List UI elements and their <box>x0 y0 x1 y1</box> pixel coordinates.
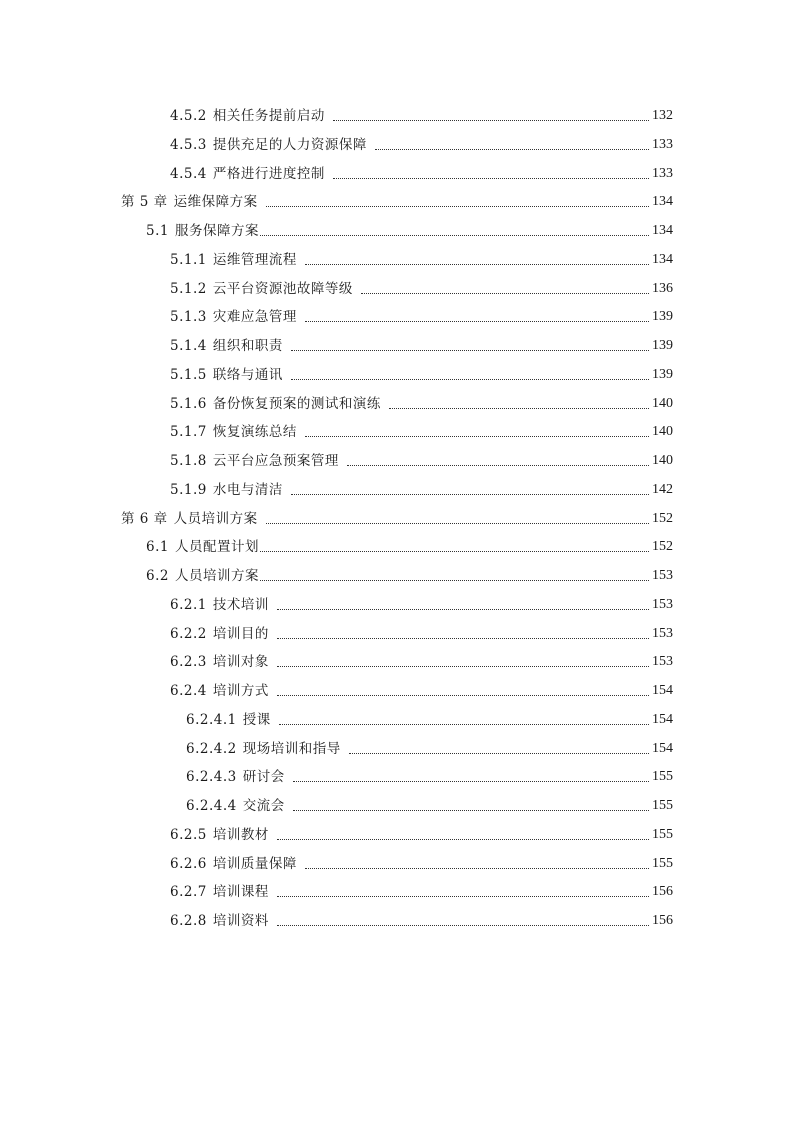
toc-entry[interactable] <box>121 509 673 529</box>
toc-entry[interactable] <box>170 336 673 356</box>
page-number: 154 <box>652 740 673 756</box>
entry-title: 备份恢复预案的测试和演练 <box>212 395 381 412</box>
entry-number: 6.2.1 <box>170 596 207 613</box>
page-number: 139 <box>652 309 673 325</box>
dot-leader <box>333 120 649 121</box>
entry-title: 人员培训方案 <box>174 568 259 584</box>
toc-entry[interactable] <box>146 537 673 557</box>
entry-number: 6.2.4 <box>170 683 207 699</box>
page-number: 153 <box>652 596 673 612</box>
page-number: 152 <box>652 539 673 555</box>
entry-title: 培训方式 <box>212 683 269 699</box>
entry-number: 4.5.2 <box>170 108 207 124</box>
entry-title: 灾难应急管理 <box>212 309 297 326</box>
entry-number: 6.2.3 <box>170 654 207 671</box>
page-number: 140 <box>652 453 673 468</box>
entry-title: 组织和职责 <box>212 338 283 354</box>
toc-entry[interactable] <box>170 279 673 299</box>
entry-title: 交流会 <box>242 798 285 814</box>
entry-title: 相关任务提前启动 <box>212 108 325 124</box>
page-number: 156 <box>652 913 673 928</box>
entry-title: 服务保障方案 <box>174 223 259 239</box>
entry-number: 6.2.6 <box>170 855 207 872</box>
toc-entry[interactable] <box>170 307 673 327</box>
dot-leader <box>347 465 649 466</box>
dot-leader <box>277 666 649 667</box>
page-number: 154 <box>652 711 673 727</box>
page-number: 134 <box>652 194 673 210</box>
toc-entry[interactable] <box>170 394 673 414</box>
dot-leader <box>389 408 649 409</box>
toc-entry[interactable] <box>170 365 673 385</box>
dot-leader <box>279 724 649 725</box>
toc-entry[interactable] <box>170 135 673 155</box>
toc-entry[interactable] <box>170 422 673 442</box>
dot-leader <box>375 149 649 150</box>
page-number: 155 <box>652 798 673 813</box>
entry-number: 6.2.4.1 <box>186 711 237 728</box>
entry-number: 5.1.6 <box>170 395 207 412</box>
dot-leader <box>266 206 649 207</box>
entry-number: 6.1 <box>146 539 169 556</box>
entry-number: 5.1.9 <box>170 481 207 498</box>
page-number: 152 <box>652 510 673 526</box>
dot-leader <box>266 523 649 524</box>
toc-entry[interactable] <box>186 796 673 816</box>
entry-number: 5.1.3 <box>170 309 207 326</box>
dot-leader <box>277 896 649 897</box>
page-number: 153 <box>652 625 673 641</box>
entry-title: 培训资料 <box>212 913 269 929</box>
entry-number: 5.1 <box>146 223 169 239</box>
toc-entry[interactable] <box>170 624 673 644</box>
toc-entry[interactable] <box>121 192 673 212</box>
entry-number: 第 5 章 <box>121 194 168 211</box>
dot-leader <box>277 695 649 696</box>
entry-title: 联络与通讯 <box>212 366 283 383</box>
toc-entry[interactable] <box>146 221 673 241</box>
entry-number: 4.5.3 <box>170 136 207 153</box>
page-number: 133 <box>652 136 673 152</box>
dot-leader <box>277 839 649 840</box>
toc-entry[interactable] <box>170 164 673 184</box>
page-number: 134 <box>652 251 673 267</box>
entry-title: 严格进行进度控制 <box>212 165 325 182</box>
entry-title: 培训课程 <box>212 884 269 901</box>
toc-entry[interactable] <box>170 882 673 902</box>
page-number: 155 <box>652 826 673 842</box>
dot-leader <box>260 551 649 552</box>
dot-leader <box>277 638 649 639</box>
toc-entry[interactable] <box>170 595 673 615</box>
dot-leader <box>305 321 649 322</box>
entry-number: 6.2.8 <box>170 913 207 929</box>
entry-title: 培训教材 <box>212 826 269 843</box>
toc-entry[interactable] <box>170 825 673 845</box>
dot-leader <box>291 494 649 495</box>
page-number: 153 <box>652 654 673 670</box>
dot-leader <box>305 868 649 869</box>
page-number: 132 <box>652 108 673 123</box>
dot-leader <box>291 350 649 351</box>
entry-number: 6.2 <box>146 568 169 584</box>
toc-entry[interactable] <box>170 911 673 931</box>
toc-entry[interactable] <box>170 451 673 471</box>
toc-entry[interactable] <box>170 480 673 500</box>
entry-number: 6.2.5 <box>170 826 207 843</box>
entry-title: 培训对象 <box>212 654 269 671</box>
page-number: 140 <box>652 395 673 411</box>
page-number: 155 <box>652 855 673 871</box>
dot-leader <box>293 781 649 782</box>
entry-title: 人员培训方案 <box>173 510 258 527</box>
entry-number: 6.2.4.4 <box>186 798 237 814</box>
entry-number: 6.2.4.2 <box>186 740 237 757</box>
page-number: 133 <box>652 165 673 181</box>
entry-title: 运维保障方案 <box>173 194 258 211</box>
toc-entry[interactable] <box>146 566 673 586</box>
entry-number: 5.1.7 <box>170 424 207 441</box>
toc-entry[interactable] <box>170 250 673 270</box>
entry-title: 水电与清洁 <box>212 481 283 498</box>
entry-title: 技术培训 <box>212 596 269 613</box>
dot-leader <box>291 379 649 380</box>
page-number: 154 <box>652 683 673 698</box>
dot-leader <box>305 264 649 265</box>
dot-leader <box>260 235 649 236</box>
page-number: 139 <box>652 338 673 353</box>
toc-entry[interactable] <box>170 681 673 701</box>
entry-title: 培训质量保障 <box>212 855 297 872</box>
toc-entry[interactable] <box>186 710 673 730</box>
entry-number: 5.1.8 <box>170 453 207 469</box>
toc-entry[interactable] <box>170 106 673 126</box>
entry-title: 人员配置计划 <box>174 539 259 556</box>
entry-title: 培训目的 <box>212 625 269 642</box>
entry-number: 4.5.4 <box>170 165 207 182</box>
toc-entry[interactable] <box>170 854 673 874</box>
page-number: 134 <box>652 223 673 238</box>
page-number: 153 <box>652 568 673 583</box>
entry-title: 云平台资源池故障等级 <box>212 280 353 297</box>
dot-leader <box>349 753 649 754</box>
toc-entry[interactable] <box>186 767 673 787</box>
entry-title: 云平台应急预案管理 <box>212 453 339 469</box>
entry-title: 授课 <box>242 711 271 728</box>
entry-number: 第 6 章 <box>121 510 168 527</box>
dot-leader <box>293 810 649 811</box>
page-number: 139 <box>652 366 673 382</box>
entry-number: 5.1.2 <box>170 280 207 297</box>
page-number: 136 <box>652 280 673 296</box>
page-number: 156 <box>652 884 673 900</box>
entry-title: 恢复演练总结 <box>212 424 297 441</box>
entry-title: 提供充足的人力资源保障 <box>212 136 367 153</box>
dot-leader <box>277 925 649 926</box>
page-number: 142 <box>652 481 673 497</box>
toc-entry[interactable] <box>186 739 673 759</box>
toc-entry[interactable] <box>170 652 673 672</box>
entry-number: 5.1.5 <box>170 366 207 383</box>
entry-title: 运维管理流程 <box>212 251 297 268</box>
dot-leader <box>260 580 649 581</box>
page-number: 155 <box>652 769 673 785</box>
entry-number: 6.2.2 <box>170 625 207 642</box>
entry-number: 5.1.1 <box>170 251 207 268</box>
entry-title: 现场培训和指导 <box>242 740 341 757</box>
entry-number: 6.2.4.3 <box>186 769 237 786</box>
page-number: 140 <box>652 424 673 440</box>
dot-leader <box>277 609 649 610</box>
entry-number: 6.2.7 <box>170 884 207 901</box>
dot-leader <box>361 293 649 294</box>
dot-leader <box>305 436 649 437</box>
entry-title: 研讨会 <box>242 769 285 786</box>
dot-leader <box>333 178 649 179</box>
entry-number: 5.1.4 <box>170 338 207 354</box>
